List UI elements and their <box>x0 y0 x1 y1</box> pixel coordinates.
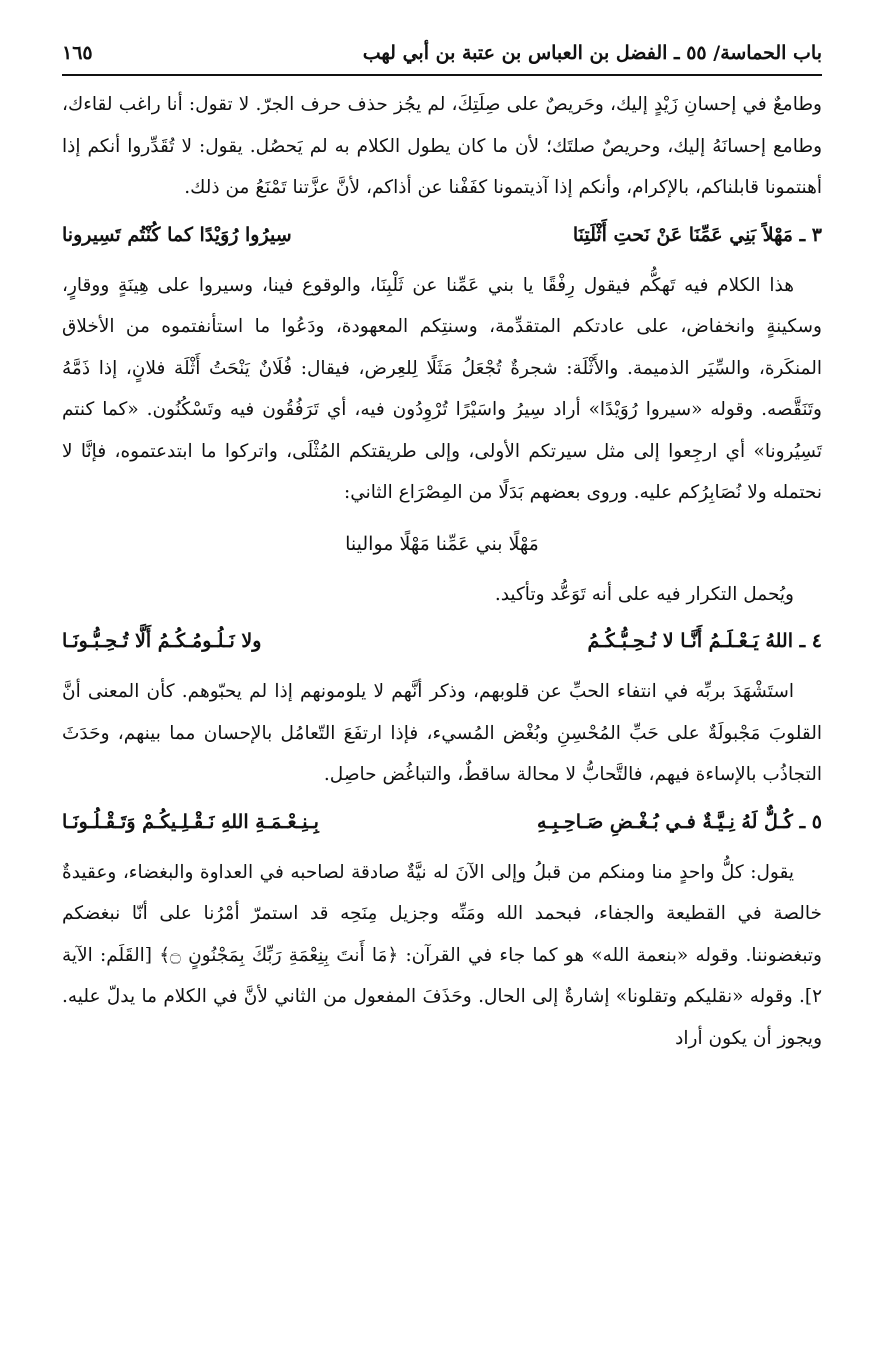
paragraph: ويُحمل التكرار فيه على أنه تَوَعُّد وتأكيد. <box>494 583 794 605</box>
page-number: ١٦٥ <box>62 42 93 64</box>
verse-first-hemistich: ٥ ـ كُـلٌّ لَهُ نِـيَّـةٌ فـي بُـغْـضِ صَـاحِـبِـهِ <box>536 810 822 833</box>
paragraph: يقول: كلُّ واحدٍ منا ومنكم من قبلُ وإلى الآنَ له نيَّةٌ صادقة لصاحبه في العداوة والبغضاء، وعقيدةٌ خالصة في القطيعة والجفاء، فبحمد الله ومَنِّه وجزيل مِنَحِه قد استمرّ أمْرُنا على أنّا نبغضكم وتبغضوننا. وقوله «بنعمة الله» هو كما جاء في القرآن: ﴿مَا أَنتَ بِنِعْمَةِ رَبِّكَ بِمَجْنُونٍ ۝﴾ [القَلَم: الآية ٢]. وقوله «نقليكم وتقلونا» إشارةٌ إلى الحال. وحَذَفَ المفعول من الثاني لأنَّ في الكلام ما يدلّ عليه. ويجوز أن يكون أراد <box>62 861 822 1049</box>
running-header <box>62 36 822 70</box>
paragraph: استَشْهَدَ بربِّه في انتفاء الحبِّ عن قلوبهم، وذكر أنَّهم لا يلومونهم إذا لم يحبّوهم. كأن المعنى أنَّ القلوبَ مَجْبولَةٌ على حَبِّ المُحْسِنِ وبُغْض المُسيء، فإذا ارتفَعَ التّعامُل بالإحسان مما بينهم، وحَدَثَ التجاذُب بالإساءة فيهم، فالتَّحابُّ لا محالة ساقطٌ، والتباغُض حاصِل. <box>62 681 822 785</box>
verse-second-hemistich: ولا نَـلُـومُـكُـمُ أَلَّا تُـحِـبُّـونَـا <box>62 630 262 652</box>
verse-first-hemistich: ٣ ـ مَهْلاً بَنِي عَمِّنَا عَنْ نَحتِ أَثْلَتِنَا <box>572 223 822 246</box>
verse-second-hemistich: سِيرُوا رُوَيْدًا كما كُنْتُم تَسِيرونا <box>62 223 292 246</box>
running-title: باب الحماسة/ ٥٥ ـ الفضل بن العباس بن عتبة بن أبي لهب <box>362 42 822 64</box>
poem-verse <box>62 213 822 257</box>
poem-verse <box>62 619 822 663</box>
verse-second-hemistich: بِـنِـعْـمَـةِ اللهِ نَـقْـلِـيكُـمْ وَتَـقْـلُـونَـا <box>62 810 319 833</box>
poem-verse <box>62 800 822 844</box>
book-page <box>62 36 822 1059</box>
paragraph: هذا الكلام فيه تَهكُّم فيقول رِفْقًا يا بني عَمِّنا عن ثَلْبِنَا، والوقوع فينا، وسيروا على هِينَةٍ ووقارٍ، وسكينةٍ وانخفاض، على عادتكم المتقدِّمة، وسنتِكم المعهودة، ودَعُوا ما استأنفتموه من الأخلاق المنكَرة، والسِّيَر الذميمة. والأَثْلَة: شجرةٌ تُجْعَلُ مَثَلًا لِلعِرض، فيقال: فُلَانٌ يَنْحَتُ أَثْلَة فلانٍ، إذا ذَمَّهُ وتَنَقَّصه. وقوله «سيروا رُوَيْدًا» أراد سِيرُ واسَيْرًا تُرْوِدُون فيه، أي تَرَفُقُون فيه وتَسْكُنُون. «كما كنتم تَسِيُرونا» أي ارجِعوا إلى مثل سيرتكم الأولى، وإلى طريقتكم المُثْلَى، واتركوا ما ابتدعتموه، فإنَّا لا نحتمله ولا نُصَابِرُكم عليه. وروى بعضهم بَدَلًا من المِصْرَاع الثاني: <box>62 274 822 503</box>
paragraph: وطامعٌ في إحسانِ زَيْدٍ إليك، وحَريصٌ على صِلَتِكَ، لم يجُز حذف حرف الجرّ. لا تقول: أنا راغب لقاءك، وطامع إحسانَهُ إليك، وحريصٌ صلتَك؛ لأن ما كان يطول الكلام به لم يَحصُل. يقول: لا تُقَدِّروا أنكم إذا أهنتمونا قابلناكم، بالإكرام، وأنكم إذا آذيتمونا كفَفْنا عن أذاكم، لأنَّ عزَّتنا تَمْنَعُ من ذلك. <box>62 94 822 198</box>
variant-verse: مَهْلًا بني عَمِّنا مَهْلًا موالينا <box>345 532 539 555</box>
header-divider <box>62 74 822 76</box>
verse-first-hemistich: ٤ ـ اللهُ يَـعْـلَـمُ أَنَّـا لا نُـحِـبُّـكُـمُ <box>587 630 822 652</box>
